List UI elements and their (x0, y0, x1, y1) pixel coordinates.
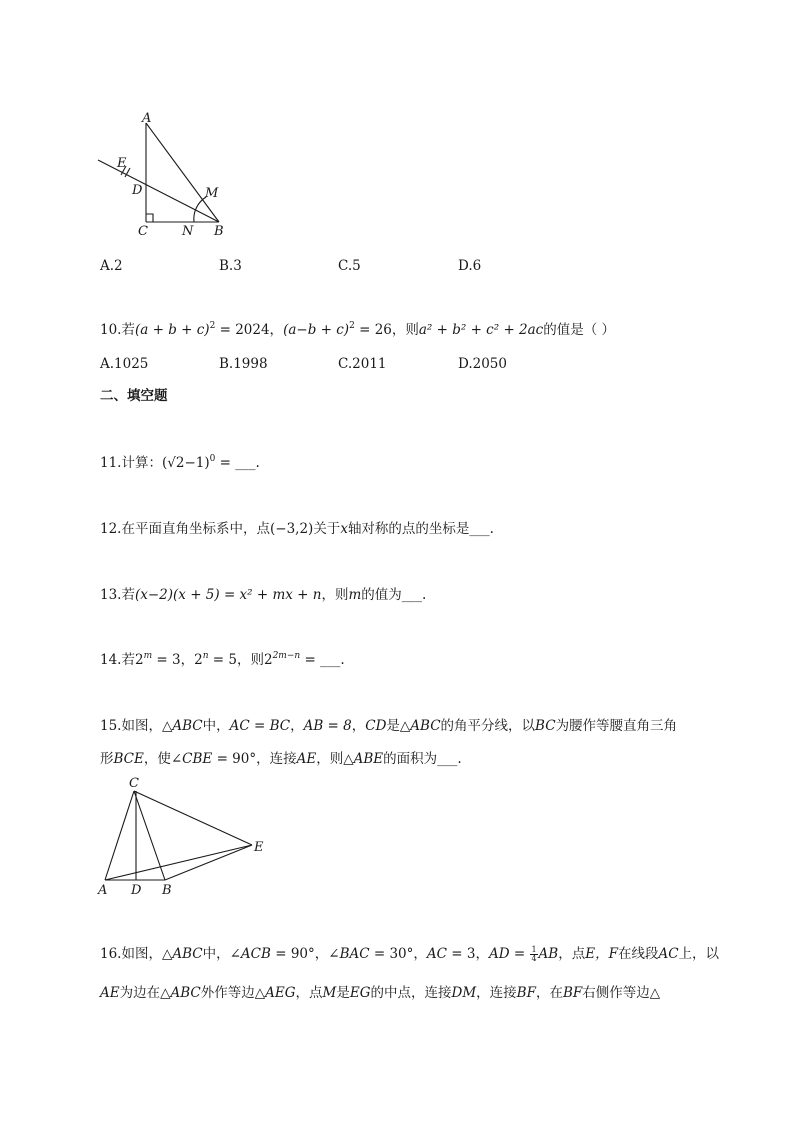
q10-option-a: A.1025 (100, 356, 149, 372)
label-n: N (182, 224, 194, 239)
q10-option-c: C.2011 (338, 356, 387, 372)
section-heading-fill-in: 二、填空题 (100, 388, 168, 404)
question-12: 12.在平面直角坐标系中，点(−3,2)关于x轴对称的点的坐标是___. (100, 521, 494, 537)
q9-option-c: C.5 (338, 258, 361, 274)
label-m: M (205, 186, 219, 201)
label-d: D (132, 183, 143, 198)
question-16-line-1: 16.如图，△ABC中，∠ACB = 90°，∠BAC = 30°，AC = 3，AD = $\frac{1}{4}$ AB，点E，F在线段AC上，以 (100, 945, 720, 963)
question-15-line-1: 15.如图，△ABC中，AC = BC，AB = 8，CD是△ABC的角平分线，以BC为腰作等腰直角三角 (100, 718, 678, 734)
question-11: 11.计算：$(√2-1)^0$ = ___. (100, 454, 260, 471)
label-c: C (129, 776, 139, 791)
label-b: B (214, 224, 224, 239)
question-15-line-2: 形BCE，使∠CBE = 90°，连接AE，则△ABE的面积为___. (100, 751, 462, 767)
question-10: 10.若$(a + b + c)^2 = 2024$，$(a-b + c)^2 = 26$，则a² + b² + c² + 2ac的值是（ ） (100, 321, 616, 338)
label-e: E (254, 840, 264, 855)
fraction-one-quarter: $\frac{1}{4}$ (531, 945, 537, 963)
label-a: A (98, 883, 108, 898)
figure-triangle-abc-1 (90, 105, 240, 240)
label-c: C (138, 224, 148, 239)
label-d: D (131, 883, 142, 898)
question-14: 14.若$2^m = 3$，$2^n = 5$，则$2^{2m-n}$ = ___. (100, 651, 345, 668)
q10-option-b: B.1998 (219, 356, 268, 372)
label-e: E (117, 156, 127, 171)
q10-option-d: D.2050 (458, 356, 507, 372)
label-b: B (162, 883, 172, 898)
label-a: A (142, 111, 152, 126)
q9-option-d: D.6 (458, 258, 482, 274)
figure-triangle-abc-2 (92, 772, 282, 900)
q9-option-a: A.2 (100, 258, 123, 274)
question-13: 13.若(x−2)(x + 5) = x² + mx + n，则m的值为___. (100, 587, 427, 603)
q9-option-b: B.3 (219, 258, 242, 274)
question-16-line-2: AE为边在△ABC外作等边△AEG，点M是EG的中点，连接DM，连接BF，在BF右侧作等边△ (100, 985, 661, 1001)
